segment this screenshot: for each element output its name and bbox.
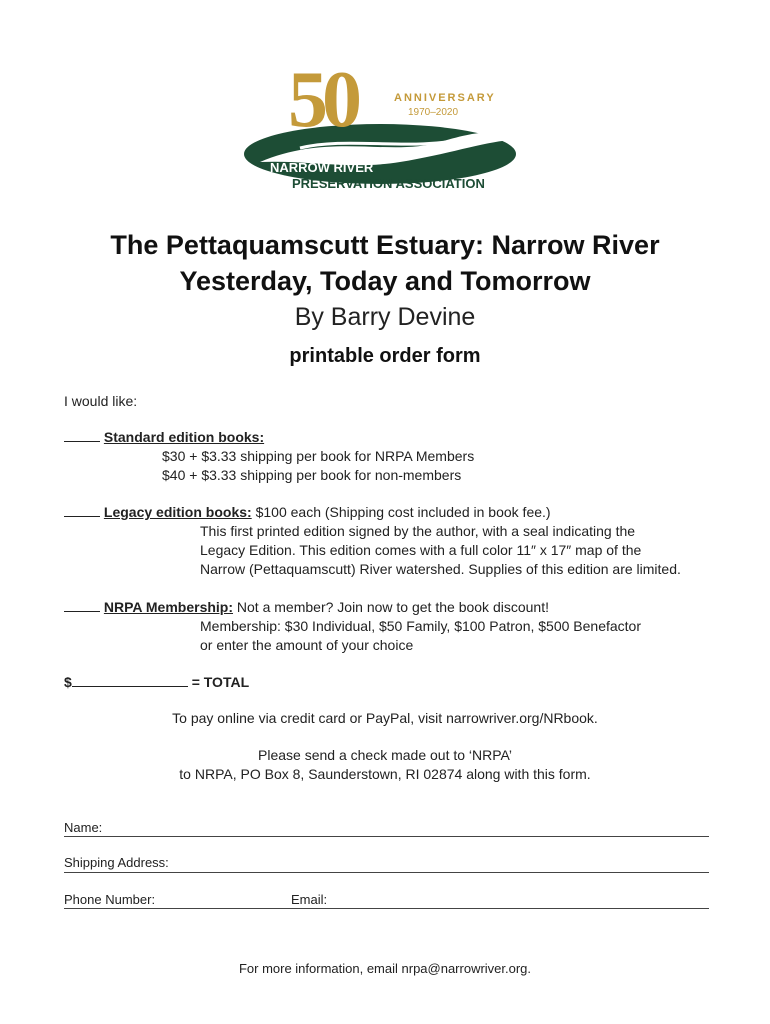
standard-price-members: $30 + $3.33 shipping per book for NRPA Members [162, 448, 475, 464]
standard-quantity-blank[interactable] [64, 428, 100, 442]
legacy-quantity-blank[interactable] [64, 503, 100, 517]
membership-blank[interactable] [64, 598, 100, 612]
book-author: By Barry Devine [294, 303, 476, 331]
membership-label: NRPA Membership: [103, 599, 234, 615]
address-field-label: Shipping Address: [64, 855, 169, 870]
membership-levels: Membership: $30 Individual, $50 Family, $100 Patron, $500 Benefactor [200, 618, 641, 634]
legacy-price: $100 each (Shipping cost included in book fee.) [251, 504, 551, 520]
logo-anniversary: ANNIVERSARY [394, 92, 496, 104]
logo-years: 1970–2020 [408, 107, 459, 118]
legacy-desc-line1: This first printed edition signed by the author, with a seal indicating the [200, 523, 636, 539]
total-amount-blank[interactable] [72, 673, 188, 687]
nrpa-logo [240, 56, 530, 200]
legacy-edition-label: Legacy edition books: [103, 504, 252, 520]
book-title-line1: The Pettaquamscutt Estuary: Narrow River [110, 230, 660, 260]
standard-edition-row [64, 428, 264, 447]
total-label: = TOTAL [191, 674, 250, 690]
membership-custom: or enter the amount of your choice [200, 637, 414, 653]
book-title-line2: Yesterday, Today and Tomorrow [179, 266, 591, 296]
email-field-label: Email: [291, 892, 328, 907]
legacy-desc-line2: Legacy Edition. This edition comes with a full color 11″ x 17″ map of the [200, 542, 642, 558]
standard-price-nonmembers: $40 + $3.33 shipping per book for non-members [162, 467, 462, 483]
membership-text: Not a member? Join now to get the book discount! [233, 599, 549, 615]
logo-fifty: 50 [288, 56, 356, 144]
check-instructions-line2: to NRPA, PO Box 8, Saunderstown, RI 02874 along with this form. [179, 766, 591, 782]
membership-row [64, 598, 549, 617]
phone-email-field-line[interactable] [64, 908, 709, 909]
legacy-edition-row [64, 503, 551, 522]
logo-org-line1: NARROW RIVER [270, 160, 374, 175]
check-instructions-line1: Please send a check made out to ‘NRPA’ [258, 747, 512, 763]
name-field-line[interactable] [64, 836, 709, 837]
address-field-line[interactable] [64, 872, 709, 873]
pay-online-text: To pay online via credit card or PayPal, visit narrowriver.org/NRbook. [172, 710, 598, 726]
footer-contact: For more information, email nrpa@narrowriver.org. [238, 961, 532, 976]
form-subtitle: printable order form [289, 345, 481, 367]
logo-org-line2: PRESERVATION ASSOCIATION [292, 176, 485, 191]
total-row [64, 673, 249, 692]
total-dollar-sign: $ [64, 674, 72, 690]
intro-text: I would like: [64, 393, 138, 409]
name-field-label: Name: [64, 820, 103, 835]
phone-field-label: Phone Number: [64, 892, 156, 907]
legacy-desc-line3: Narrow (Pettaquamscutt) River watershed. Supplies of this edition are limited. [200, 561, 681, 577]
standard-edition-label: Standard edition books: [103, 429, 265, 445]
